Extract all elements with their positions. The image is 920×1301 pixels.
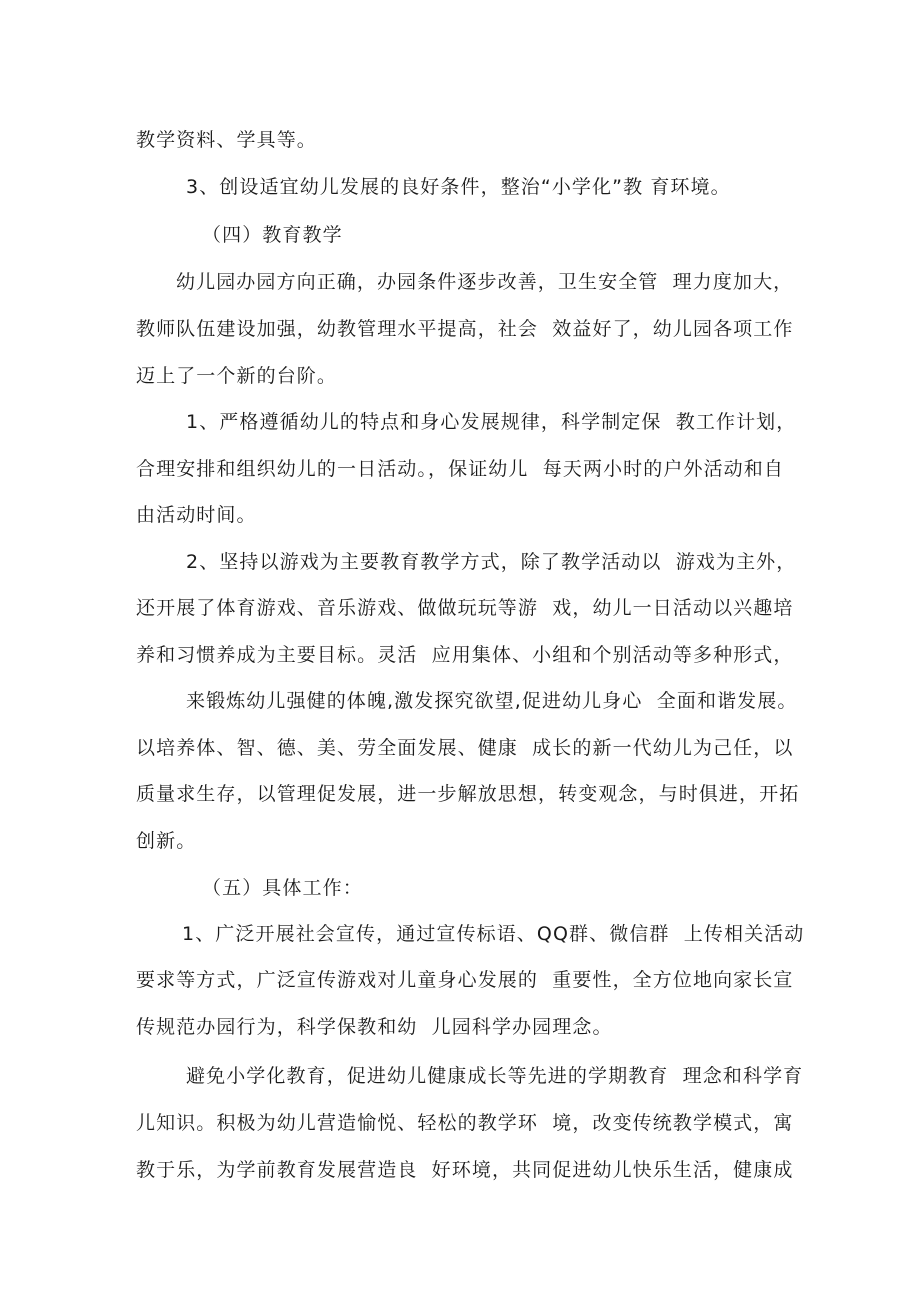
text-line: 还开展了体育游戏、音乐游戏、做做玩玩等游 戏，幼儿一日活动以兴趣培 [136, 597, 794, 619]
text-line: 1、严格遵循幼儿的特点和身心发展规律，科学制定保 教工作计划， [186, 411, 797, 433]
text-line: 幼儿园办园方向正确，办园条件逐步改善，卫生安全管 理力度加大， [176, 271, 794, 293]
text-line: 由活动时间。 [136, 504, 257, 526]
text-line: 创新。 [136, 830, 197, 852]
text-line: 质量求生存，以管理促发展，进一步解放思想，转变观念，与时俱进，开拓 [136, 783, 800, 805]
text-line: 教学资料、学具等。 [136, 129, 317, 151]
text-line: 2、坚持以游戏为主要教育教学方式，除了教学活动以 游戏为主外， [186, 551, 797, 573]
text-line: 儿知识。积极为幼儿营造愉悦、轻松的教学环 境，改变传统教学模式，寓 [136, 1112, 794, 1134]
text-line: 要求等方式，广泛宣传游戏对儿童身心发展的 重要性，全方位地向家长宣 [136, 969, 794, 991]
section-heading: （五）具体工作： [202, 877, 363, 899]
text-line: 1、广泛开展社会宣传，通过宣传标语、QQ群、微信群 上传相关活动 [182, 923, 805, 945]
text-line: 3、创设适宜幼儿发展的良好条件，整治“小学化”教 育环境。 [186, 176, 731, 198]
text-line: 迈上了一个新的台阶。 [136, 365, 338, 387]
text-line: 来锻炼幼儿强健的体魄,激发探究欲望,促进幼儿身心 全面和谐发展。 [186, 690, 798, 712]
section-heading: （四）教育教学 [202, 224, 343, 246]
text-line: 合理安排和组织幼儿的一日活动。，保证幼儿 每天两小时的户外活动和自 [136, 458, 784, 480]
text-line: 养和习惯养成为主要目标。灵活 应用集体、小组和个别活动等多种形式， [136, 644, 794, 666]
text-line: 教师队伍建设加强，幼教管理水平提高，社会 效益好了，幼儿园各项工作 [136, 318, 794, 340]
text-line: 教于乐，为学前教育发展营造良 好环境，共同促进幼儿快乐生活，健康成 [136, 1159, 794, 1181]
text-line: 传规范办园行为，科学保教和幼 儿园科学办园理念。 [136, 1016, 613, 1038]
text-line: 以培养体、智、德、美、劳全面发展、健康 成长的新一代幼儿为己任，以 [136, 737, 794, 759]
text-line: 避免小学化教育，促进幼儿健康成长等先进的学期教育 理念和科学育 [186, 1065, 804, 1087]
